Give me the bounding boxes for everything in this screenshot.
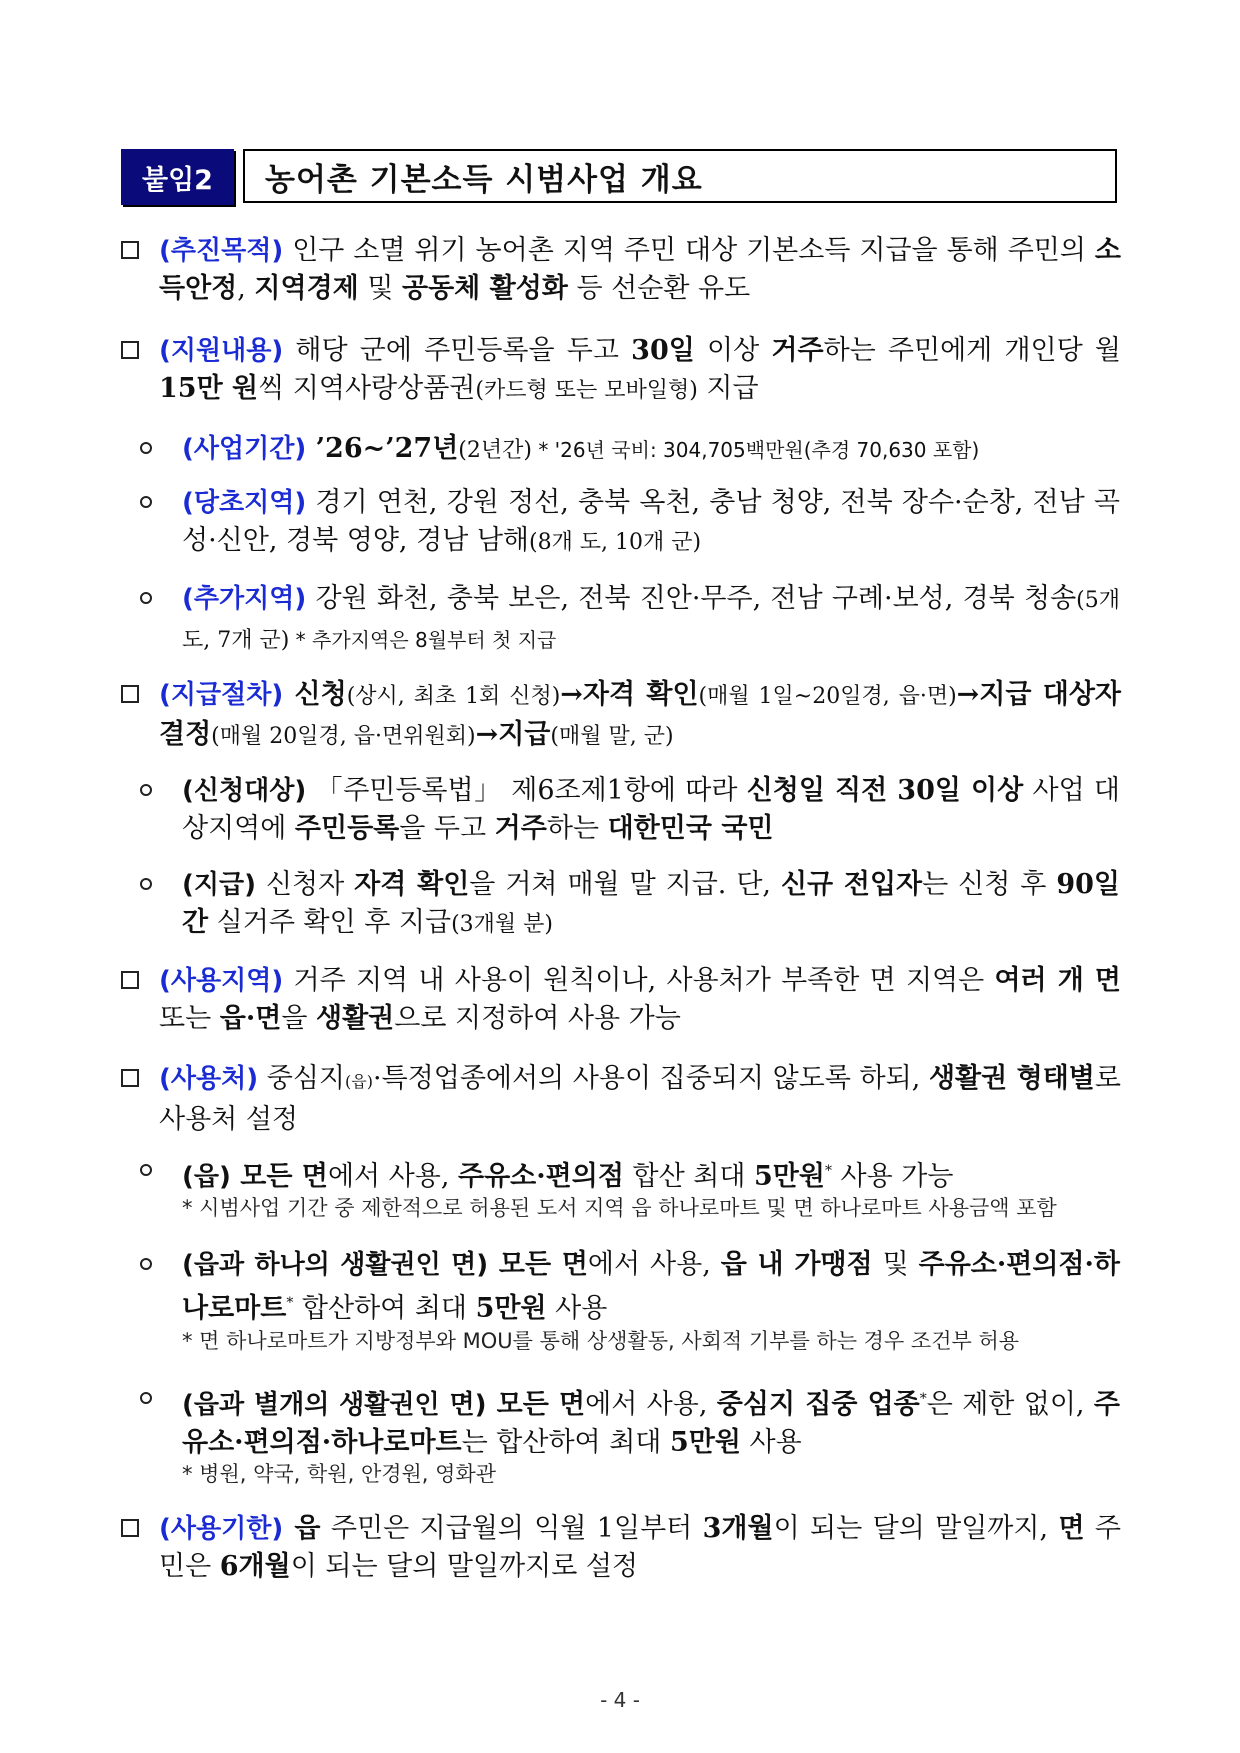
bold-text: 거주 (494, 813, 547, 844)
bold-text: 5만원 (669, 1427, 741, 1458)
note-text: * 추가지역은 8월부터 첫 지급 (289, 628, 557, 652)
bold-text: 생활권 형태별 (928, 1063, 1095, 1094)
bold-text: 중심지 집중 업종 (716, 1389, 920, 1420)
small-text: (매월 말, 군) (550, 724, 674, 749)
footnote-mark: * (824, 1163, 832, 1179)
section-use-area (121, 962, 1121, 1038)
section-use-place (121, 1060, 1121, 1139)
section-label: (읍과 별개의 생활권인 면) (182, 1390, 487, 1420)
text: 로 사용처 설정 (159, 1063, 1121, 1135)
bold-text: 15만 원 (159, 373, 259, 404)
small-text: (5개 도, 7개 군) (182, 588, 1120, 653)
text: 주민은 지급월의 익월 1일부터 (320, 1513, 703, 1544)
text: 실거주 확인 후 지급 (208, 907, 452, 938)
text: 에서 사용, (587, 1249, 721, 1280)
square-bullet-icon (121, 1519, 139, 1537)
text: 「주민등록법」 제6조제1항에 따라 (306, 775, 747, 806)
bold-text: 읍 내 가맹점 (720, 1249, 873, 1280)
text: 는 합산하여 최대 (461, 1427, 670, 1458)
circle-bullet-icon (140, 1164, 152, 1176)
section-label: (사용처) (159, 1064, 259, 1094)
sub-text (182, 1380, 1120, 1462)
text: 는 신청 후 (922, 869, 1057, 900)
sub-separate-living-area (140, 1380, 1120, 1462)
bold-text: 지역경제 (254, 273, 359, 304)
bold-text: 90일간 (182, 869, 1120, 938)
footnote: * 면 하나로마트가 지방정부와 MOU를 통해 상생활동, 사회적 기부를 하는 경우 조건부 허용 (182, 1329, 1020, 1353)
section-label: (추진목적) (159, 236, 284, 266)
circle-bullet-icon (140, 496, 152, 508)
bold-text: 생활권 (316, 1003, 395, 1034)
note-text: * '26년 국비: 304,705백만원(추경 70,630 포함) (531, 438, 980, 462)
text: 은 제한 없이, (926, 1389, 1094, 1420)
text: 사용 (740, 1427, 802, 1458)
sub-text (182, 772, 1120, 848)
text: 하는 (546, 813, 608, 844)
small-text: (3개월 분) (451, 912, 554, 937)
bold-text: 모든 면 (488, 1249, 588, 1280)
bold-text: 5만원 (754, 1161, 825, 1192)
section-label: (사업기간) (182, 434, 307, 464)
bold-text: 30일 (631, 335, 695, 366)
text: 지급 (697, 373, 759, 404)
footnote-mark: * (919, 1391, 927, 1407)
text: 합산 최대 (623, 1161, 754, 1192)
circle-bullet-icon (140, 784, 152, 796)
circle-bullet-icon (140, 592, 152, 604)
section-label: (지원내용) (159, 336, 284, 366)
section-label: (읍과 하나의 생활권인 면) (182, 1250, 489, 1280)
page-number: - 4 - (600, 1688, 640, 1712)
sub-applicant (140, 772, 1120, 848)
bold-text: 공동체 활성화 (402, 273, 568, 304)
bold-text: 면 (1058, 1513, 1085, 1544)
bold-text: 5만원 (475, 1293, 547, 1324)
bold-text: 여러 개 면 (994, 965, 1121, 996)
sub-same-living-area (140, 1246, 1120, 1328)
section-text (159, 1510, 1121, 1586)
text: 하는 주민에게 개인당 월 (823, 335, 1121, 366)
text: 주민은 (159, 1513, 1122, 1582)
text: 사업 대상지역에 (182, 775, 1121, 844)
bold-text: 모든 면 (486, 1389, 586, 1420)
bold-text: 신청일 직전 30일 이상 (746, 775, 1024, 806)
sub-text (182, 1246, 1120, 1328)
section-use-deadline (121, 1510, 1121, 1586)
footnote: * 병원, 약국, 학원, 안경원, 영화관 (182, 1462, 497, 1486)
small-text: (카드형 또는 모바일형) (475, 378, 698, 403)
text: 으로 지정하여 사용 가능 (394, 1003, 681, 1034)
bold-text: 신규 전입자 (780, 869, 923, 900)
page-title: 농어촌 기본소득 시범사업 개요 (243, 149, 1117, 203)
sub-text (182, 1152, 1120, 1196)
section-label: (지급절차) (159, 680, 284, 710)
section-procedure (121, 676, 1121, 756)
small-text: (읍) (345, 1072, 373, 1091)
small-text: (매월 1일~20일경, 읍·면) (698, 684, 957, 709)
sub-text (182, 430, 1120, 470)
bold-text: ’26~’27년 (306, 433, 459, 464)
text: 및 (872, 1249, 919, 1280)
small-text: (8개 도, 10개 군) (528, 530, 702, 555)
bold-text: 주유소·편의점·하나로마트 (182, 1389, 1120, 1458)
bold-text: 신청 (283, 679, 347, 710)
bold-text: 거주 (771, 335, 824, 366)
bold-text: 3개월 (702, 1513, 774, 1544)
text: 을 두고 (399, 813, 495, 844)
text: 등 선순환 유도 (567, 273, 751, 304)
square-bullet-icon (121, 1069, 139, 1087)
circle-bullet-icon (140, 1392, 152, 1404)
sub-added-region (140, 580, 1120, 660)
bold-text: 자격 확인 (354, 869, 470, 900)
text: , (237, 273, 255, 304)
bold-text: 모든 면 (230, 1161, 328, 1192)
circle-bullet-icon (140, 1258, 152, 1270)
section-label: (읍) (182, 1162, 231, 1192)
section-purpose (121, 232, 1121, 308)
section-label: (사용지역) (159, 966, 284, 996)
section-text (159, 332, 1121, 410)
section-support (121, 332, 1121, 410)
text: 거주 지역 내 사용이 원칙이나, 사용처가 부족한 면 지역은 (283, 965, 995, 996)
section-label: (사용기한) (159, 1514, 284, 1544)
section-label: (당초지역) (182, 488, 307, 518)
sub-period (140, 430, 1120, 470)
text: 및 (358, 273, 402, 304)
bold-text: →자격 확인 (560, 679, 699, 710)
circle-bullet-icon (140, 442, 152, 454)
text: 이 되는 달의 말일까지로 설정 (290, 1551, 639, 1582)
sub-text (182, 866, 1120, 944)
text: ·특정업종에서의 사용이 집중되지 않도록 하되, (372, 1063, 929, 1094)
section-text (159, 232, 1121, 308)
bold-text: 읍 (283, 1513, 321, 1544)
sub-eup (140, 1152, 1120, 1196)
small-text: (상시, 최초 1회 신청) (346, 684, 561, 709)
bold-text: →지급 (475, 719, 551, 750)
text: 을 (281, 1003, 316, 1034)
text: 이 되는 달의 말일까지, (773, 1513, 1059, 1544)
text: 이상 (694, 335, 772, 366)
attachment-badge: 붙임2 (121, 149, 234, 205)
square-bullet-icon (121, 241, 139, 259)
bold-text: 읍·면 (219, 1003, 282, 1034)
section-label: (지급) (182, 870, 256, 900)
bold-text: 주유소·편의점·하나로마트 (182, 1249, 1120, 1324)
bold-text: 대한민국 국민 (607, 813, 774, 844)
footnote-mark: * (286, 1295, 294, 1311)
sub-initial-region (140, 484, 1120, 562)
sub-text (182, 484, 1120, 562)
circle-bullet-icon (140, 878, 152, 890)
bold-text: 주민등록 (294, 813, 400, 844)
text: 해당 군에 주민등록을 두고 (283, 335, 632, 366)
text: 또는 (159, 1003, 220, 1034)
section-text (159, 676, 1121, 756)
bold-text: 6개월 (219, 1551, 291, 1582)
text: 합산하여 최대 (293, 1293, 476, 1324)
text: 사용 (546, 1293, 608, 1324)
section-text (159, 1060, 1121, 1139)
bold-text: 주유소·편의점 (458, 1161, 624, 1192)
sub-payment (140, 866, 1120, 944)
sub-text (182, 580, 1120, 660)
text: 인구 소멸 위기 농어촌 지역 주민 대상 기본소득 지급을 통해 주민의 (283, 235, 1095, 266)
bold-text: 소득안정 (159, 235, 1121, 304)
section-label: (신청대상) (182, 776, 307, 806)
square-bullet-icon (121, 685, 139, 703)
text: 에서 사용, (585, 1389, 717, 1420)
text: 사용 가능 (831, 1161, 954, 1192)
footnote: * 시범사업 기간 중 제한적으로 허용된 도서 지역 읍 하나로마트 및 면 하나로마트 사용금액 포함 (182, 1196, 1057, 1220)
title-row (121, 149, 1119, 205)
square-bullet-icon (121, 341, 139, 359)
small-text: (매월 20일경, 읍·면위원회) (211, 724, 476, 749)
text: 에서 사용, (327, 1161, 459, 1192)
text: 씩 지역사랑상품권 (258, 373, 476, 404)
text: 강원 화천, 충북 보은, 전북 진안·무주, 전남 구례·보성, 경북 청송 (306, 583, 1077, 614)
section-text (159, 962, 1121, 1038)
text: 경기 연천, 강원 정선, 충북 옥천, 충남 청양, 전북 장수·순창, 전남 곡성·신안, 경북 영양, 경남 남해 (182, 487, 1120, 556)
square-bullet-icon (121, 971, 139, 989)
text: 신청자 (256, 869, 355, 900)
bold-text: →지급 대상자 결정 (159, 679, 1121, 750)
small-text: (2년간) (458, 438, 532, 463)
text: 중심지 (258, 1063, 346, 1094)
text: 을 거쳐 매월 말 지급. 단, (469, 869, 781, 900)
section-label: (추가지역) (182, 584, 307, 614)
